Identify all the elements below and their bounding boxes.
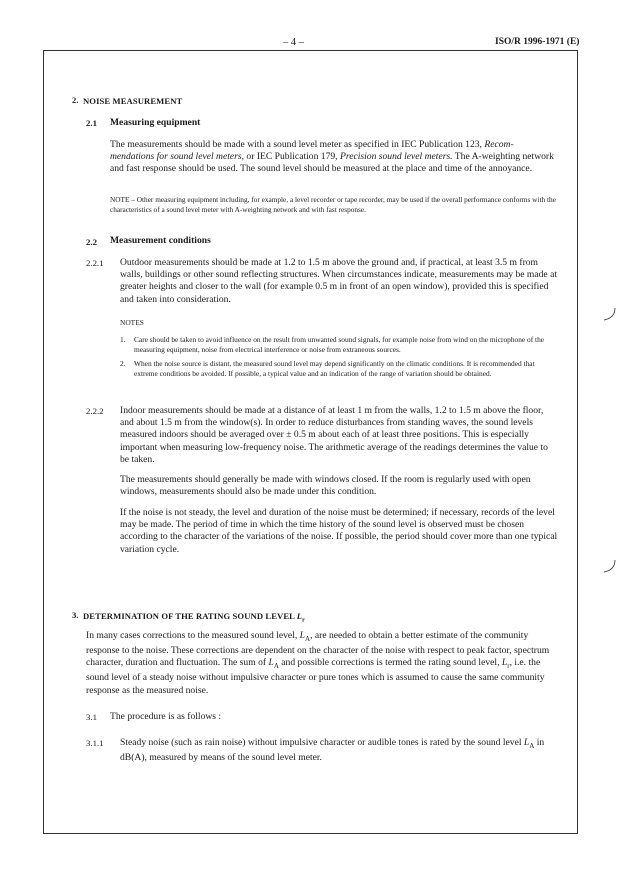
section-2-1-note: NOTE – Other measuring equipment including, for example, a level recorder or tape recorder, may be used if the overall performance conforms with the characteristics of a sound level meter with A-weighting network and with fast response. xyxy=(110,195,556,214)
section-2-number: 2. xyxy=(72,95,79,105)
section-3-heading: DETERMINATION OF THE RATING SOUND LEVEL $L_r$ xyxy=(83,611,305,624)
section-2-2-1-number: 2.2.1 xyxy=(86,258,104,268)
section-3-1-1-paragraph: Steady noise (such as rain noise) without impulsive character or audible tones is rated by the sound level $L_A$ in dB(A), measured by means of the sound level meter. xyxy=(120,737,545,764)
document-reference: ISO/R 1996-1971 (E) xyxy=(495,37,580,47)
section-3-1-text: The procedure is as follows : xyxy=(110,711,222,722)
section-3-1-number: 3.1 xyxy=(86,712,97,722)
section-3-number: 3. xyxy=(72,610,79,620)
section-2-1-heading: Measuring equipment xyxy=(110,117,201,128)
section-2-2-2-number: 2.2.2 xyxy=(86,406,104,416)
section-2-2-number: 2.2 xyxy=(86,237,97,247)
margin-revision-mark xyxy=(602,308,616,322)
margin-revision-mark xyxy=(602,560,616,574)
section-3-paragraph: In many cases corrections to the measured sound level, $L_A$, are needed to obtain a better estimate of the community response to the noise. These corrections are dependent on the character of the noise with respect to peak factor, spectrum character, duration and fluctuation. The sum of $L_A$ and possible corrections is termed the rating sound level, $L_r$, i.e. the sound level of a steady noise without impulsive character or pure tones which is assumed to cause the same community response as the measured noise. xyxy=(86,630,550,696)
notes-heading: NOTES xyxy=(120,318,144,327)
section-2-2-1-paragraph: Outdoor measurements should be made at 1.2 to 1.5 m above the ground and, if practical, at least 3.5 m from walls, buildings or other sound reflecting structures. When circumstances indicate, measurements may be made at greater heights and closer to the wall (for example 0.5 m in front of an open window), provided this is specified and taken into consideration. xyxy=(120,257,558,305)
section-3-1-1-number: 3.1.1 xyxy=(86,738,104,748)
section-2-heading: NOISE MEASUREMENT xyxy=(83,96,183,106)
section-2-2-2-non-steady-paragraph: If the noise is not steady, the level and duration of the noise must be determined; if necessary, records of the level may be made. The period of time in which the time history of the sound level is observed must be chosen according to the character of the variations of the noise. If possible, the period should cover more than one typical variation cycle. xyxy=(120,507,558,555)
section-2-2-heading: Measurement conditions xyxy=(110,235,211,246)
note-1-text: Care should be taken to avoid influence on the result from unwanted sound signals, for example noise from wind on the microphone of the measuring equipment, noise from electrical interference or noise from extraneous sources. xyxy=(134,335,545,354)
section-2-2-2-windows-paragraph: The measurements should generally be made with windows closed. If the room is regularly used with open windows, measurements should also be made under this condition. xyxy=(120,474,531,498)
note-1-number: 1. xyxy=(120,335,126,344)
note-2-number: 2. xyxy=(120,359,126,368)
section-2-1-paragraph: The measurements should be made with a sound level meter as specified in IEC Publication 123, Recom-mendations for sound level meters, or IEC Publication 179, Precision sound level meters. The A-weighting network and fast response should be used. The sound level should be measured at the place and time of the annoyance. xyxy=(110,139,554,175)
section-2-2-2-paragraph: Indoor measurements should be made at a distance of at least 1 m from the walls, 1.2 to 1.5 m above the floor, and about 1.5 m from the window(s). In order to reduce disturbances from standing waves, the sound levels measured indoors should be averaged over ± 0.5 m about each of at least three positions. This is especially important when measuring low-frequency noise. The arithmetic average of the readings determines the value to be taken. xyxy=(120,405,548,465)
section-2-1-number: 2.1 xyxy=(86,118,97,128)
note-2-text: When the noise source is distant, the measured sound level may depend significantly on the climatic conditions. It is recommended that extreme conditions be avoided. If possible, a typical value and an indication of the range of variation should be obtained. xyxy=(134,359,535,378)
page-number: – 4 – xyxy=(283,37,304,48)
